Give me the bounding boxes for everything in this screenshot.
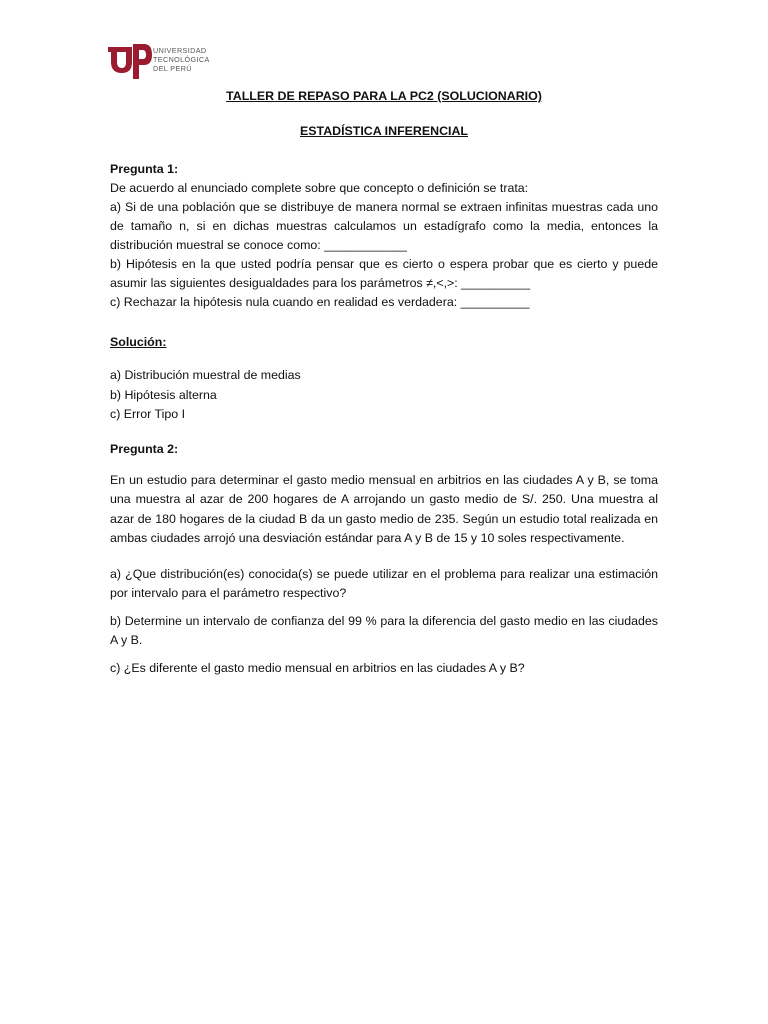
question-2-item-c: c) ¿Es diferente el gasto medio mensual en arbitrios en las ciudades A y B? <box>110 660 525 675</box>
university-logo <box>108 42 238 80</box>
utp-logo-icon <box>108 42 152 80</box>
question-1-item-b: b) Hipótesis en la que usted podría pensar que es cierto o espera probar que es cierto y puede asumir las siguientes desigualdades para los parámetros ≠,<,>: __________ <box>110 257 658 290</box>
question-2-heading: Pregunta 2: <box>110 441 179 456</box>
solution-item-b: b) Hipótesis alterna <box>110 387 217 402</box>
question-1-heading: Pregunta 1: <box>110 162 179 176</box>
document-title: TALLER DE REPASO PARA LA PC2 (SOLUCIONARIO) <box>226 89 542 103</box>
question-2-body: En un estudio para determinar el gasto medio mensual en arbitrios en las ciudades A y B, se toma una muestra al azar de 200 hogares de A arrojando un gasto medio de S/. 250. Una muestra al azar de 180 hogares de la ciudad B da un gasto medio de 235. Según un estudio total realizada en ambas ciudades arrojó una desviación estándar para A y B de 15 y 10 soles respectivamente. <box>110 472 658 545</box>
solution-item-c: c) Error Tipo I <box>110 407 186 421</box>
question-2-item-a: a) ¿Que distribución(es) conocida(s) se puede utilizar en el problema para realizar una estimación por intervalo para el parámetro respectivo? <box>110 566 658 600</box>
solution-heading: Solución: <box>110 335 167 349</box>
document-body <box>110 86 658 678</box>
question-1-intro: De acuerdo al enunciado complete sobre que concepto o definición se trata: <box>110 181 529 195</box>
question-1-item-a: a) Si de una población que se distribuye de manera normal se extraen infinitas muestras cada uno de tamaño n, si en dichas muestras calculamos un estadígrafo como la media, entonces la distribución muestral se conoce como: ____________ <box>110 200 658 252</box>
solution-item-a: a) Distribución muestral de medias <box>110 368 301 382</box>
university-name: UNIVERSIDAD TECNOLÓGICA DEL PERÚ <box>153 46 210 73</box>
document-subtitle: ESTADÍSTICA INFERENCIAL <box>300 124 468 138</box>
question-2-item-b: b) Determine un intervalo de confianza del 99 % para la diferencia del gasto medio en las ciudades A y B. <box>110 613 658 647</box>
question-1-item-c: c) Rechazar la hipótesis nula cuando en realidad es verdadera: __________ <box>110 295 530 309</box>
